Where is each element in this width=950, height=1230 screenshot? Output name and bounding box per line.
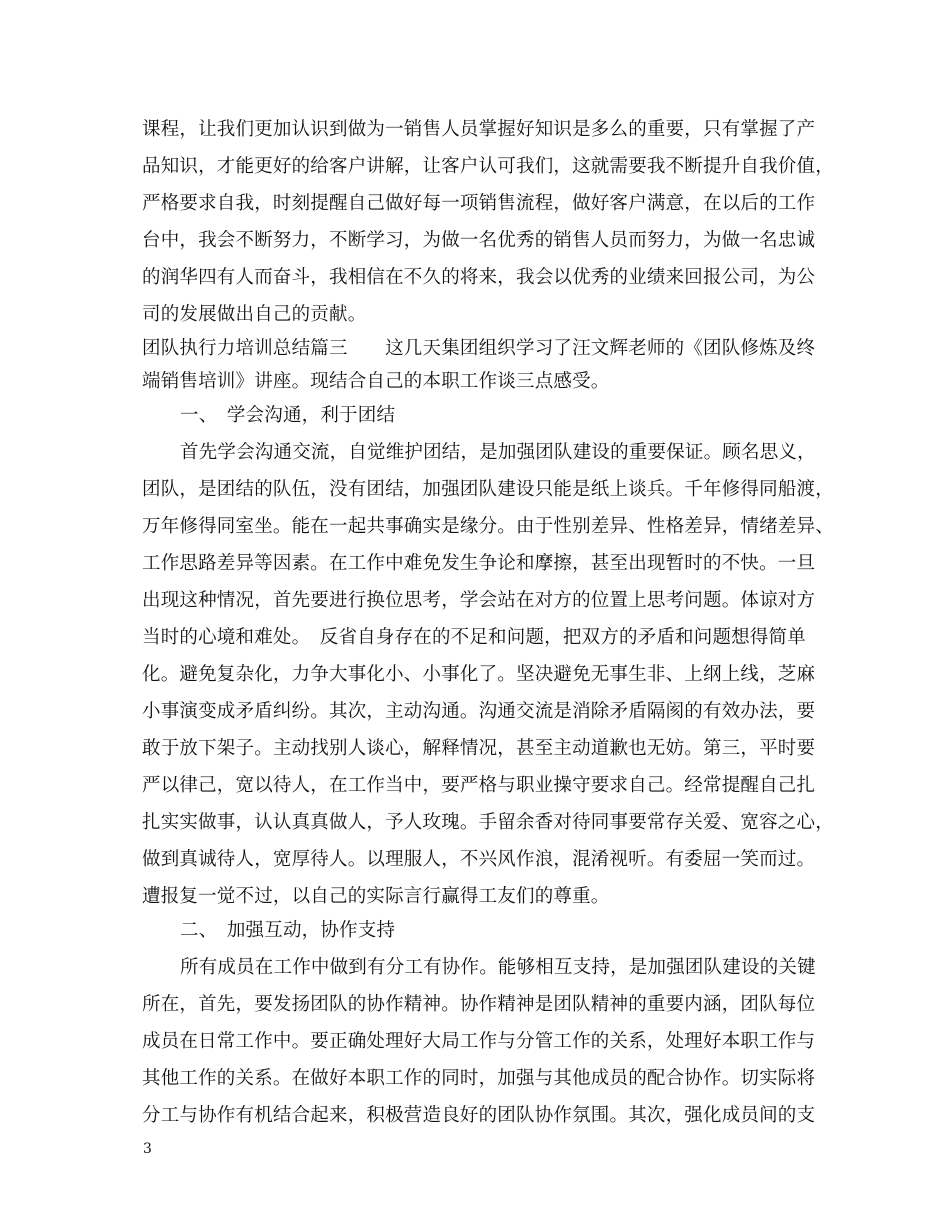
body-text-line: 化。避免复杂化，力争大事化小、小事化了。坚决避免无事生非、上纲上线，芝麻	[142, 664, 816, 685]
page-number: 3	[143, 1141, 152, 1157]
body-text-line: 万年修得同室坐。能在一起共事确实是缘分。由于性别差异、性格差异，情绪差异、	[142, 516, 834, 537]
section-heading-line: 团队执行力培训总结篇三 这几天集团组织学习了汪文辉老师的《团队修炼及终	[142, 338, 816, 359]
body-text-line: 台中，我会不断努力，不断学习，为做一名优秀的销售人员而努力，为做一名忠诚	[142, 230, 816, 251]
body-text-line: 遭报复一觉不过，以自己的实际言行赢得工友们的尊重。	[142, 886, 610, 907]
body-text-line: 成员在日常工作中。要正确处理好大局工作与分管工作的关系，处理好本职工作与	[142, 1031, 816, 1052]
body-text-line: 小事演变成矛盾纠纷。其次，主动沟通。沟通交流是消除矛盾隔阂的有效办法，要	[142, 701, 816, 722]
body-text-line: 品知识，才能更好的给客户讲解，让客户认可我们，这就需要我不断提升自我价值，	[142, 156, 834, 177]
body-text-line: 课程，让我们更加认识到做为一销售人员掌握好知识是多么的重要，只有掌握了产	[142, 119, 816, 140]
body-text-line: 所在，首先，要发扬团队的协作精神。协作精神是团队精神的重要内涵，团队每位	[142, 994, 816, 1015]
body-text-line: 严以律己，宽以待人，在工作当中，要严格与职业操守要求自己。经常提醒自己扎	[142, 775, 816, 796]
body-text-line: 严格要求自我，时刻提醒自己做好每一项销售流程，做好客户满意，在以后的工作	[142, 193, 816, 214]
body-text-line: 工作思路差异等因素。在工作中难免发生争论和摩擦，甚至出现暂时的不快。一旦	[142, 553, 816, 574]
body-text-line: 端销售培训》讲座。现结合自己的本职工作谈三点感受。	[142, 371, 610, 392]
body-text-line: 所有成员在工作中做到有分工有协作。能够相互支持，是加强团队建设的关键	[180, 957, 816, 978]
body-text-line: 首先学会沟通交流，自觉维护团结，是加强团队建设的重要保证。顾名思义，	[180, 442, 816, 463]
body-text-line: 司的发展做出自己的贡献。	[142, 304, 367, 325]
subsection-heading: 二、 加强互动，协作支持	[180, 920, 396, 941]
body-text-line: 出现这种情况，首先要进行换位思考，学会站在对方的位置上思考问题。体谅对方	[142, 590, 816, 611]
body-text-line: 团队，是团结的队伍，没有团结，加强团队建设只能是纸上谈兵。千年修得同船渡，	[142, 479, 834, 500]
body-text-line: 分工与协作有机结合起来，积极营造良好的团队协作氛围。其次，强化成员间的支	[142, 1105, 816, 1126]
body-text-line: 敢于放下架子。主动找别人谈心，解释情况，甚至主动道歉也无妨。第三，平时要	[142, 738, 816, 759]
body-text-line: 扎实实做事，认认真真做人，予人玫瑰。手留余香对待同事要常存关爱、宽容之心，	[142, 812, 834, 833]
body-text-line: 当时的心境和难处。 反省自身存在的不足和问题，把双方的矛盾和问题想得简单	[142, 627, 806, 648]
body-text-line: 其他工作的关系。在做好本职工作的同时，加强与其他成员的配合协作。切实际将	[142, 1068, 816, 1089]
body-text-line: 的润华四有人而奋斗，我相信在不久的将来，我会以优秀的业绩来回报公司，为公	[142, 267, 816, 288]
subsection-heading: 一、 学会沟通，利于团结	[180, 405, 396, 426]
body-text-line: 做到真诚待人，宽厚待人。以理服人，不兴风作浪，混淆视听。有委屈一笑而过。	[142, 849, 816, 870]
